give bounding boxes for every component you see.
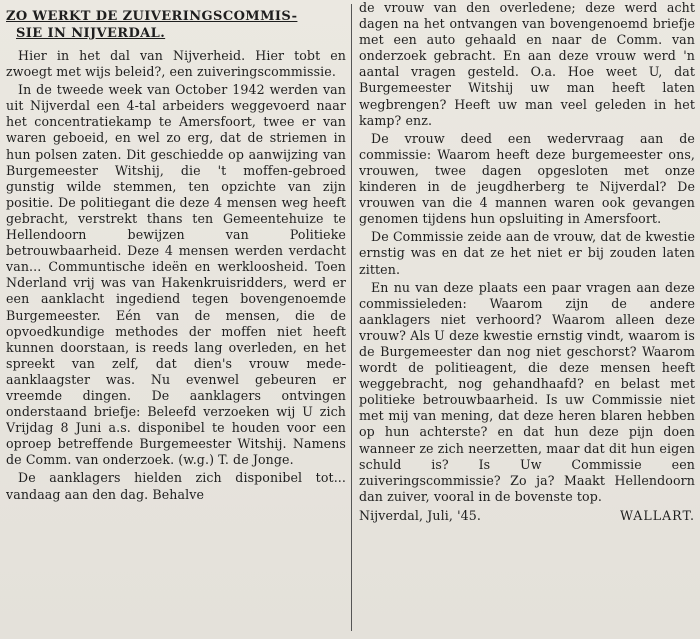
body-paragraph: De Commissie zeide aan de vrouw, dat de kwestie ernstig was en dat ze het niet er bij zouden laten zitten.: [359, 229, 695, 277]
body-paragraph: En nu van deze plaats een paar vragen aan deze commissieleden: Waarom zijn de andere aanklagers niet verhoord? Waarom alleen deze vrouw? Als U deze kwestie ernstig vindt, waarom is de Burgemeester dan nog niet geschorst? Waarom wordt de politieagent, die deze mensen heeft weggebracht, nog gehandhaafd? en belast met politieke betrouwbaarheid. Is uw Commissie niet met mij van mening, dat deze heren blaren hebben op hun achterste? en dat hun deze pijn doen wanneer ze zich neerzetten, maar dat dit hun eigen schuld is? Is Uw Commissie een zuiveringscommissie? Zo ja? Maakt Hellendoorn dan zuiver, vooral in de bovenste top.: [359, 279, 695, 504]
signature-place-date: Nijverdal, Juli, '45.: [359, 507, 481, 523]
headline-line-1: ZO WERKT DE ZUIVERINGSCOMMIS-: [6, 9, 298, 24]
left-column: [6, 0, 346, 639]
body-paragraph: De aanklagers hielden zich disponibel tot... vandaag aan den dag. Behalve: [6, 470, 346, 502]
signature-author: WALLART.: [619, 507, 695, 523]
intro-paragraph: Hier in het dal van Nijverheid. Hier tobt en zwoegt met wijs beleid?, een zuiveringscommissie.: [6, 48, 346, 80]
column-divider: [351, 4, 352, 631]
body-paragraph: De vrouw deed een wedervraag aan de commissie: Waarom heeft deze burgemeester ons, vrouwen, twee dagen opgesloten met onze kinderen in de jeugdherberg te Nijverdal? De vrouwen van die 4 mannen waren ook gevangen genomen tijdens hun opsluiting in Amersfoort.: [359, 130, 695, 227]
headline-line-2: SIE IN NIJVERDAL.: [16, 26, 166, 41]
body-paragraph: In de tweede week van October 1942 werden van uit Nijverdal een 4-tal arbeiders weggevoerd naar het concentratiekamp te Amersfoort, twee er van waren geboeid, en wel zo erg, dat de striemen in hun polsen zaten. Dit geschiedde op aanwijzing van Burgemeester Witshij, die 't moffen-gebroed gunstig wilde stemmen, ten opzichte van zijn positie. De politiegant die deze 4 mensen weg heeft gebracht, verstrekt thans ten Gemeentehuize te Hellendoorn bewijzen van Politieke betrouwbaarheid. Deze 4 mensen werden verdacht van... Communtische ideën en werkloosheid. Toen Nderland vrij was van Hakenkruisridders, werd er een aanklacht ingediend tegen bovengenoemde Burgemeester. Eén van de mensen, die de opvoedkundige methodes der moffen niet heeft kunnen doorstaan, is reeds lang overleden, en het spreekt van zelf, dat dien's vrouw mede-aanklaagster was. Nu evenwel gebeuren er vreemde dingen. De aanklagers ontvingen onderstaand briefje: Beleefd verzoeken wij U zich Vrijdag 8 Juni a.s. disponibel te houden voor een oproep betreffende Burgemeester Witshij. Namens de Comm. van onderzoek. (w.g.) T. de Jonge.: [6, 82, 346, 468]
article-signature: [359, 508, 695, 524]
right-column: [359, 0, 695, 639]
article-headline: [6, 8, 346, 42]
continued-paragraph: de vrouw van den overledene; deze werd acht dagen na het ontvangen van bovengenoemd briefje met een auto gehaald en naar de Comm. van onderzoek gebracht. En aan deze vrouw werd 'n aantal vragen gesteld. O.a. Hoe weet U, dat Burgemeester Witshij uw man heeft laten wegbrengen? Heeft uw man veel geleden in het kamp? enz.: [359, 0, 695, 128]
